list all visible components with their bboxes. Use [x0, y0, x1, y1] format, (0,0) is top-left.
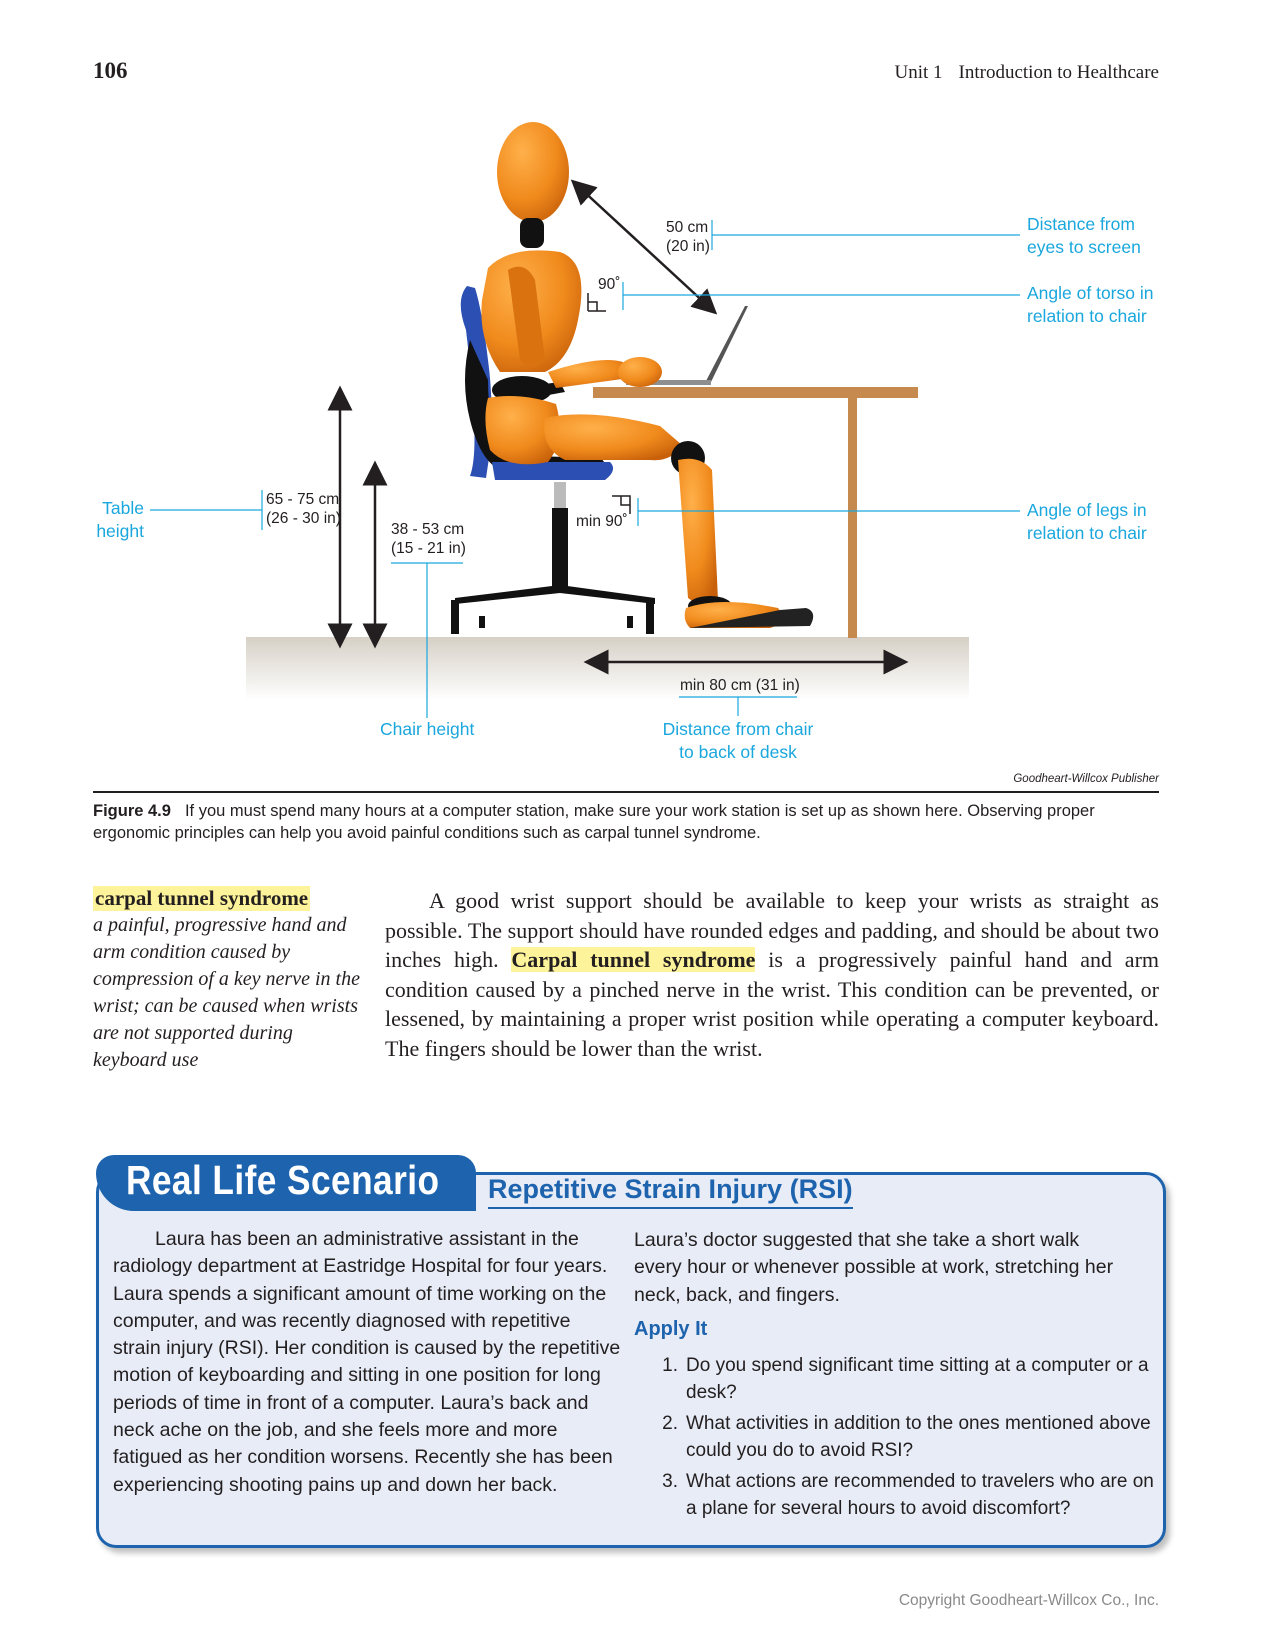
question-number: 2.	[662, 1413, 678, 1434]
page-number: 106	[93, 58, 128, 83]
floor	[246, 637, 969, 700]
chair-height-label: Chair height	[380, 719, 475, 739]
scenario-right-text: Laura’s doctor suggested that she take a short walk every hour or whenever possible at work, stretching her neck, back, and fingers.	[634, 1229, 1114, 1306]
torso-angle-value: 90˚	[598, 276, 621, 293]
question-text: What actions are recommended to travelers who are on a plane for several hours to avoid discomfort?	[686, 1471, 1154, 1519]
caption-text: If you must spend many hours at a computer station, make sure your work station is set up as shown here. Observing proper ergonomic principles can help you avoid painful conditions such as carpal tunnel syndrome.	[93, 802, 1095, 842]
copyright-notice: Copyright Goodheart-Willcox Co., Inc.	[898, 1592, 1159, 1609]
glossary-term: carpal tunnel syndrome	[95, 886, 309, 910]
question-item	[634, 1410, 1154, 1464]
question-list	[634, 1352, 1154, 1526]
table-height-label: Table height	[96, 498, 144, 541]
scenario-tab	[96, 1155, 476, 1211]
torso-angle-label: Angle of torso in relation to chair	[1027, 283, 1154, 326]
caption-rule	[93, 791, 1159, 793]
caption-label: Figure 4.9	[93, 802, 171, 820]
scenario-left-text: Laura has been an administrative assistant in the radiology department at Eastridge Hospital for four years. Laura spends a significant amount of time working on the computer, and was recently diagnosed with repetitive strain injury (RSI). Her condition is caused by the repetitive motion of keyboarding and sitting in one position for long periods of time in front of a computer. Laura’s back and neck ache on the job, and she feels more and more fatigued as her condition worsens. Recently she has been experiencing shooting pains up and down her back.	[113, 1228, 621, 1496]
desk-distance-label: Distance from chair to back of desk	[662, 719, 814, 762]
body-paragraph	[385, 886, 1159, 1063]
question-number: 3.	[662, 1471, 678, 1492]
question-item	[634, 1468, 1154, 1522]
question-text: Do you spend significant time sitting at a computer or a desk?	[686, 1355, 1149, 1403]
legs-angle-value: min 90˚	[576, 513, 628, 530]
key-term-highlight: Carpal tunnel syndrome	[511, 947, 756, 972]
figure-caption	[93, 800, 1163, 844]
scenario-tab-label: Real Life Scenario	[126, 1157, 440, 1203]
chair-height-value: 38 - 53 cm (15 - 21 in)	[391, 521, 466, 557]
body-text-after: is a progressively painful hand and arm condition caused by a pinched nerve in the wrist. This condition can be prevented, or lessened, by maintaining a proper wrist position while operating a computer keyboard. The fingers should be lower than the wrist.	[385, 947, 1160, 1061]
mannequin-figure	[481, 122, 813, 628]
glossary-definition: a painful, progressive hand and arm condition caused by compression of a key nerve in the wrist; can be caused when wrists are not supported during keyboard use	[93, 914, 360, 1071]
unit-label: Unit 1	[894, 62, 943, 83]
table-height-value: 65 - 75 cm (26 - 30 in)	[266, 491, 341, 527]
torso-angle-symbol	[588, 293, 606, 311]
body-text-before: A good wrist support should be available to keep your wrists as straight as possible. The support should have rounded edges and padding, and should be about two inches high.	[385, 888, 1159, 972]
running-header	[878, 62, 1159, 84]
eye-distance-value: 50 cm (20 in)	[666, 219, 710, 255]
question-text: What activities in addition to the ones mentioned above could you do to avoid RSI?	[686, 1413, 1151, 1461]
desk-distance-value: min 80 cm (31 in)	[680, 677, 800, 694]
unit-title: Introduction to Healthcare	[958, 62, 1159, 83]
scenario-title: Repetitive Strain Injury (RSI)	[488, 1174, 853, 1209]
question-item	[634, 1352, 1154, 1406]
apply-it-heading: Apply It	[634, 1318, 708, 1340]
ergonomic-workstation-illustration	[0, 110, 1274, 770]
figure-credit: Goodheart-Willcox Publisher	[1013, 773, 1159, 785]
eye-distance-label: Distance from eyes to screen	[1027, 214, 1141, 257]
question-number: 1.	[662, 1355, 678, 1376]
legs-angle-label: Angle of legs in relation to chair	[1027, 500, 1147, 543]
